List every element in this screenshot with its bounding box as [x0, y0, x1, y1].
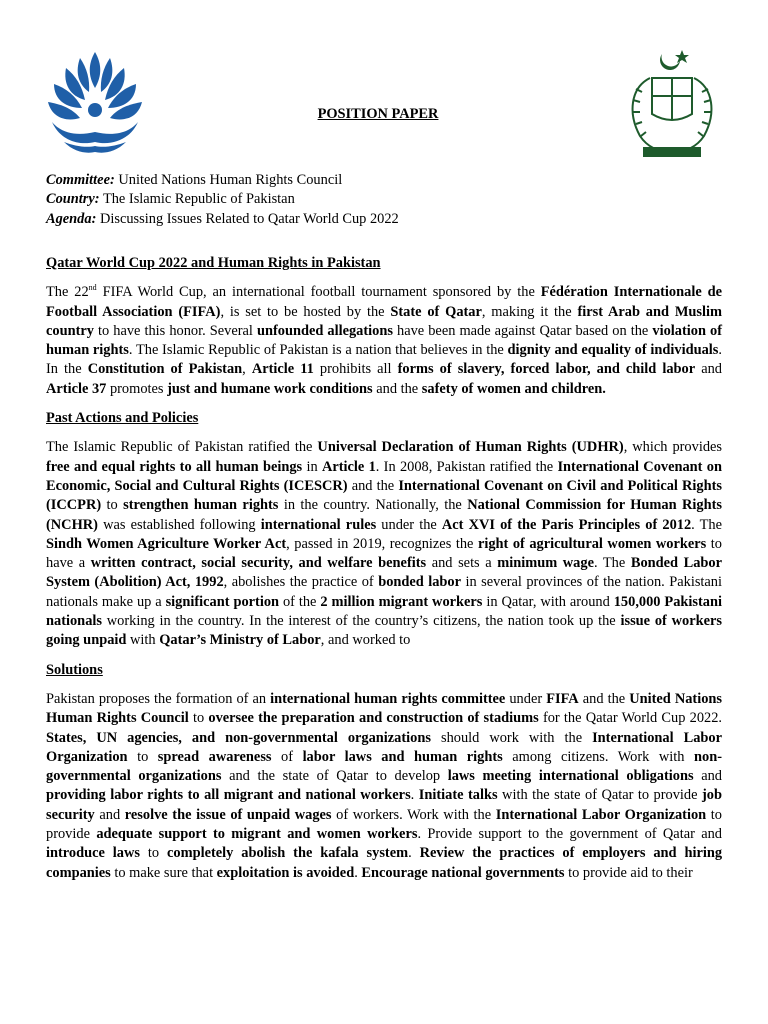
- pakistan-state-emblem: [622, 44, 722, 162]
- paper-metadata: [46, 171, 399, 229]
- paragraph-overview: The 22nd FIFA World Cup, an international football tournament sponsored by the Fédération Internationale de Football Association (FIFA), is set to be hosted by the State of Qatar, making it the first Arab and Muslim country to have this honor. Several unfounded allegations have been made against Qatar based on the violation of human rights. The Islamic Republic of Pakistan is a nation that believes in the dignity and equality of individuals. In the Constitution of Pakistan, Article 11 prohibits all forms of slavery, forced labor, and child labor and Article 37 promotes just and humane work conditions and the safety of women and children.: [46, 283, 722, 397]
- section-heading-solutions: Solutions: [46, 661, 103, 678]
- paragraph-solutions: Pakistan proposes the formation of an international human rights committee under FIFA and the United Nations Human Rights Council to oversee the preparation and construction of stadiums for the Qatar World Cup 2022. States, UN agencies, and non-governmental organizations should work with the International Labor Organization to spread awareness of labor laws and human rights among citizens. Work with non-governmental organizations and the state of Qatar to develop laws meeting international obligations and providing labor rights to all migrant and national workers. Initiate talks with the state of Qatar to provide job security and resolve the issue of unpaid wages of workers. Work with the International Labor Organization to provide adequate support to migrant and women workers. Provide support to the government of Qatar and introduce laws to completely abolish the kafala system. Review the practices of employers and hiring companies to make sure that exploitation is avoided. Encourage national governments to provide aid to their: [46, 690, 723, 881]
- un-human-rights-logo: [44, 46, 146, 158]
- section-heading-past-actions: Past Actions and Policies: [46, 410, 199, 427]
- section-heading-overview: Qatar World Cup 2022 and Human Rights in Pakistan: [46, 255, 381, 271]
- agenda-line: Agenda: Discussing Issues Related to Qatar World Cup 2022: [46, 210, 399, 227]
- country-line: Country: The Islamic Republic of Pakistan: [46, 191, 295, 208]
- page-title: POSITION PAPER: [317, 106, 439, 122]
- paper-body: [46, 254, 722, 893]
- committee-line: Committee: United Nations Human Rights Council: [46, 172, 343, 188]
- paragraph-past-actions: The Islamic Republic of Pakistan ratified the Universal Declaration of Human Rights (UDHR), which provides free and equal rights to all human beings in Article 1. In 2008, Pakistan ratified the International Covenant on Economic, Social and Cultural Rights (ICESCR) and the International Covenant on Civil and Political Rights (ICCPR) to strengthen human rights in the country. Nationally, the National Commission for Human Rights (NCHR) was established following international rules under the Act XVI of the Paris Principles of 2012. The Sindh Women Agriculture Worker Act, passed in 2019, recognizes the right of agricultural women workers to have a written contract, social security, and welfare benefits and sets a minimum wage. The Bonded Labor System (Abolition) Act, 1992, abolishes the practice of bonded labor in several provinces of the nation. Pakistani nationals make up a significant portion of the 2 million migrant workers in Qatar, with around 150,000 Pakistani nationals working in the country. In the interest of the country’s citizens, the nation took up the issue of workers going unpaid with Qatar’s Ministry of Labor, and worked to: [46, 439, 723, 649]
